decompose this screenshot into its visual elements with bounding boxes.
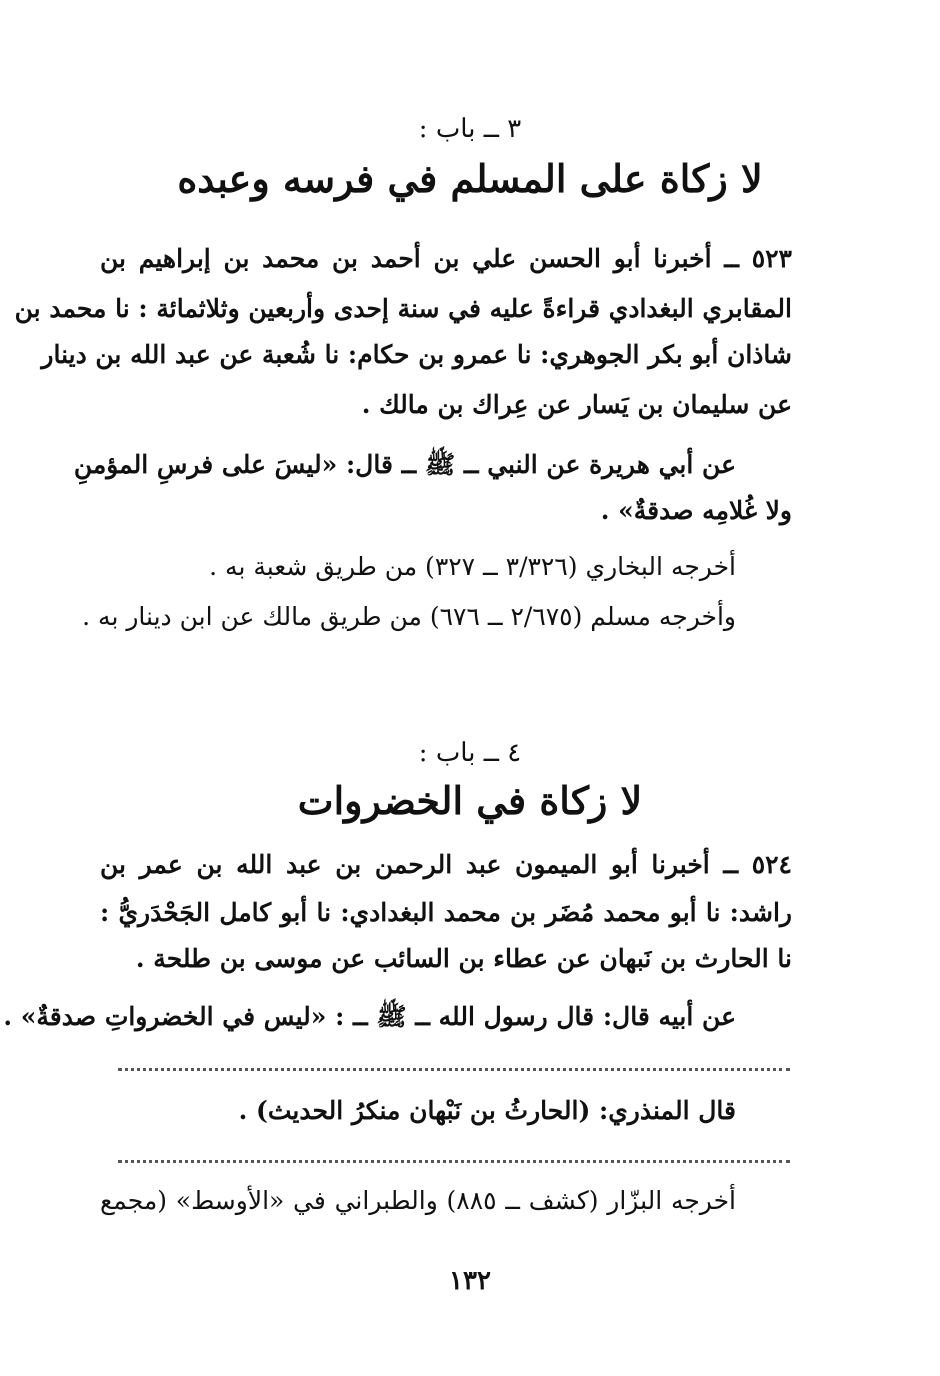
hadith-523-matn-line-2: ولا غُلامِه صدقةٌ» . xyxy=(600,496,792,525)
hadith-524-isnad-line-1: ٥٢٤ ــ أخبرنا أبو الميمون عبد الرحمن بن عبد الله بن عمر بن xyxy=(100,850,792,879)
hadith-523-takhrij-line-1: أخرجه البخاري (٣/٣٢٦ ــ ٣٢٧) من طريق شعبة به . xyxy=(209,552,736,581)
hadith-523-isnad-line-4: عن سليمان بن يَسار عن عِراك بن مالك . xyxy=(361,390,792,419)
hadith-523-takhrij-line-2: وأخرجه مسلم (٢/٦٧٥ ــ ٦٧٦) من طريق مالك عن ابن دينار به . xyxy=(82,602,736,631)
page-number: ١٣٢ xyxy=(449,1266,491,1296)
dotted-separator xyxy=(118,1160,790,1163)
hadith-524-isnad-line-3: نا الحارث بن نَبهان عن عطاء بن السائب عن موسى بن طلحة . xyxy=(135,944,792,973)
section-4-number: ٤ ــ باب : xyxy=(418,738,522,768)
mundhiri-comment: قال المنذري: (الحارثُ بن نَبْهان منكرُ الحديث) . xyxy=(238,1096,736,1125)
hadith-524-matn-line-1: عن أبيه قال: قال رسول الله ــ ﷺ ــ : «ليس في الخضرواتِ صدقةٌ» . xyxy=(3,1002,736,1031)
section-4-title: لا زكاة في الخضروات xyxy=(297,778,643,823)
hadith-523-matn-line-1: عن أبي هريرة عن النبي ــ ﷺ ــ قال: «ليسَ على فرسِ المؤمنِ xyxy=(73,450,736,479)
hadith-523-isnad-line-3: شاذان أبو بكر الجوهري: نا عمرو بن حكام: نا شُعبة عن عبد الله بن دينار xyxy=(41,340,792,369)
section-3-number: ٣ ــ باب : xyxy=(418,114,522,144)
hadith-523-isnad-line-2: المقابري البغدادي قراءةً عليه في سنة إحدى وأربعين وثلاثمائة : نا محمد بن xyxy=(14,294,792,323)
hadith-524-isnad-line-2: راشد: نا أبو محمد مُضَر بن محمد البغدادي: نا أبو كامل الجَحْدَريُّ : xyxy=(100,898,792,927)
hadith-524-takhrij-line-1: أخرجه البزّار (كشف ــ ٨٨٥) والطبراني في «الأوسط» (مجمع xyxy=(100,1186,736,1215)
section-3-title: لا زكاة على المسلم في فرسه وعبده xyxy=(177,156,763,201)
dotted-separator xyxy=(118,1068,790,1071)
hadith-523-isnad-line-1: ٥٢٣ ــ أخبرنا أبو الحسن علي بن أحمد بن محمد بن إبراهيم بن xyxy=(100,244,792,273)
